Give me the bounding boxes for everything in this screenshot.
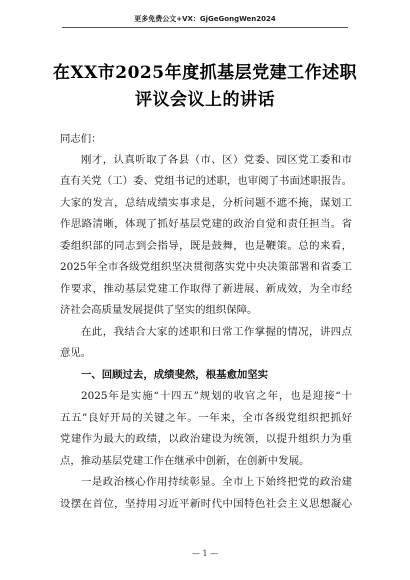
paragraph-line: 刚才，认真听取了各县（市、区）党委、园区党工委和市 (81, 154, 352, 166)
paragraph-line: 2025年全市各级党组织坚决贯彻落实党中央决策部署和省委工 (60, 261, 352, 273)
paragraph-line: 五五”良好开局的关键之年。一年来，全市各级党组织把抓好 (60, 412, 352, 424)
paragraph-line: 作要求，推动基层党建工作取得了新进展、新成效，为全市经 (60, 283, 352, 295)
paragraph-line: 点，推动基层党建工作在继承中创新，在创新中发展。 (60, 455, 310, 467)
paragraph-line: 济社会高质量发展提供了坚实的组织保障。 (60, 304, 258, 316)
paragraph-line: 一是政治核心作用持续彰显。全市上下始终把党的政治建 (81, 476, 352, 488)
paragraph-line: 意见。 (60, 347, 92, 359)
paragraph-line: 大家的发言，总结成绩实事求是，分析问题不遮不掩，谋划工 (60, 197, 352, 209)
section-heading-1: 一、回顾过去，成绩斐然，根基愈加坚实 (81, 369, 269, 381)
paragraph-line: 2025年是实施“十四五”规划的收官之年，也是迎接“十 (81, 390, 352, 402)
page-number: — 1 — (191, 549, 219, 558)
paragraph-line: 直有关党（工）委、党组书记的述职，也审阅了书面述职报告。 (60, 175, 352, 187)
greeting: 同志们： (60, 133, 102, 145)
page-header: 更多免费公文+VX：GjGeGongWen2024 (134, 15, 276, 23)
paragraph-line: 设摆在首位，坚持用习近平新时代中国特色社会主义思想凝心 (60, 498, 352, 510)
paragraph-line: 在此，我结合大家的述职和日常工作掌握的情况，讲四点 (81, 326, 352, 338)
paragraph-line: 委组织部的同志到会指导，既是鼓舞，也是鞭策。总的来看， (60, 240, 352, 252)
document-title-line-2: 评议会议上的讲话 (135, 90, 275, 110)
paragraph-line: 作思路清晰，体现了抓好基层党建的政治自觉和责任担当。省 (60, 218, 352, 230)
paragraph-line: 党建作为最大的政绩，以政治建设为统领，以提升组织力为重 (60, 433, 352, 445)
document-title-line-1: 在XX市2025年度抓基层党建工作述职 (52, 63, 358, 83)
header-divider (62, 27, 348, 28)
